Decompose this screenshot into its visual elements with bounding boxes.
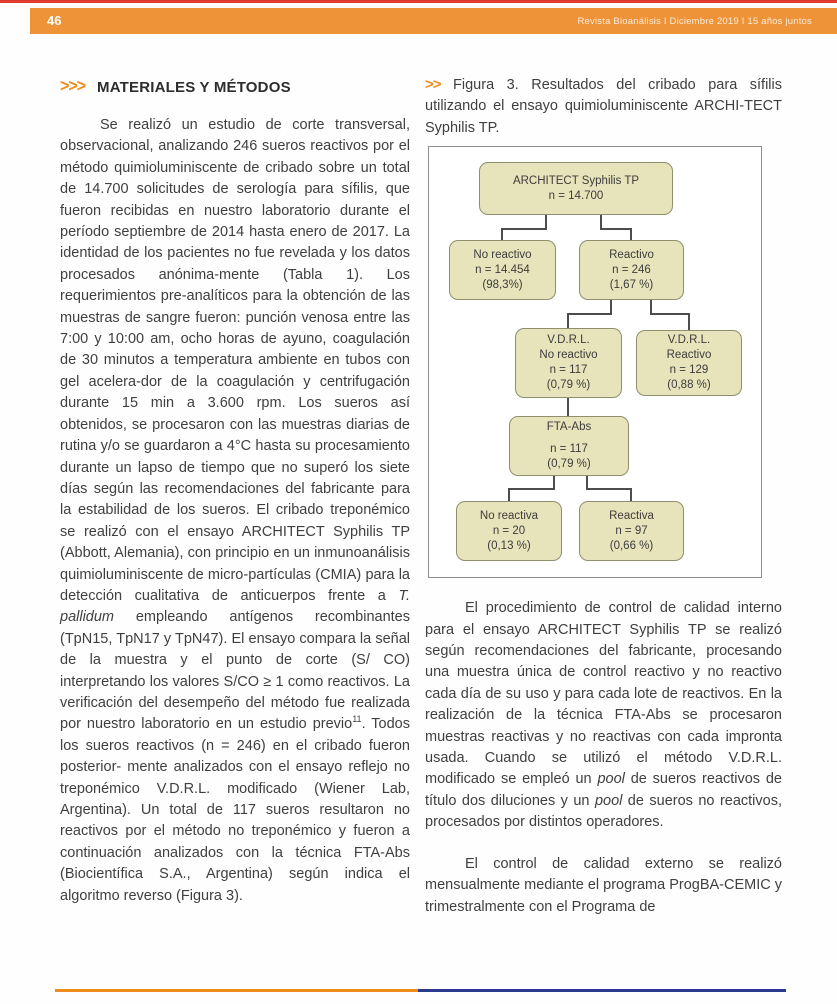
flow-node-line: V.D.R.L. (667, 334, 711, 347)
chevrons-icon: >>> (60, 77, 86, 96)
methods-text-part: Se realizó un estudio de corte transversal, observacional, analizando 246 sueros reactivos por el método quimioluminiscente de cribado sobre un total de 14.700 solicitudes de serología para sífilis, que fueron recibidas en nuestro laboratorio durante el período septiembre de 2014 hasta enero de 2017. La identidad de los pacientes no fue revelada y los datos procesados anónima-mente (Tabla 1). Los requerimientos pre-analíticos para la obtención de las muestras de sangre fueron: punción venosa entre las 7:00 y 10:00 am, ocho horas de ayuno, coagulación de 30 minutos a temperatura ambiente en tubos con gel acelera-dor de la coagulación y centrifugación durante 15 min a 3.600 rpm. Los sueros así obtenidos, se procesaron con las muestras diarias de rutina y/o se guardaron a 4°C hasta su procesamiento durante un lapso de tiempo que no superó los siete días según las recomendaciones del fabricante para la estabilidad de los sueros. El cribado treponémico se realizó con el ensayo ARCHITECT Syphilis TP (Abbott, Alemania), con principio en un inmunoanálisis quimioluminiscente de micro-partículas (CMIA) para la detección cualitativa de anticuerpos frente a (60, 117, 410, 604)
flow-node-line: (0,88 %) (667, 379, 711, 392)
flow-node-line: V.D.R.L. (547, 334, 590, 347)
flow-node-line: Reactiva (609, 509, 654, 522)
qc-text-part: El procedimiento de control de calidad interno para el ensayo ARCHITECT Syphilis TP se realizó según recomendaciones del fabricante, procesando una muestra única de control reactivo y no reactivo cada día de su uso y para cada lote de reactivos. En la realización de la técnica FTA-Abs se procesaron muestras reactivas y no reactivas con cada impronta usada. Cuando se utilizó el método V.D.R.L. modificado se empleó un (425, 600, 782, 788)
flow-node-line: Reactivo (609, 248, 654, 261)
flow-node-line: n = 14.454 (475, 263, 530, 276)
flow-node-line: n = 117 (549, 364, 588, 377)
flow-node-line: n = 246 (612, 263, 651, 276)
right-column (425, 72, 782, 918)
flow-node-line: ARCHITECT Syphilis TP (512, 174, 640, 187)
flow-node-line: FTA-Abs (546, 421, 592, 434)
flow-node-vdrl-no-reactivo (515, 328, 622, 398)
left-column (60, 72, 410, 907)
flow-node-line: (0,66 %) (609, 539, 654, 552)
flow-node-line: (98,3%) (482, 278, 523, 291)
flow-node-line: n = 20 (492, 524, 526, 537)
flow-node-architect (479, 162, 673, 215)
methods-text-part: empleando antígenos recombinantes (TpN15, TpN17 y TpN47). El ensayo compara la señal de la muestra y el punto de corte (S/ CO) interpretando los valores S/CO ≥ 1 como reactivos. La verificación del desempeño del método fue realizada por nuestro laboratorio en un estudio previo (60, 609, 410, 733)
flow-node-line: n = 14.700 (548, 189, 604, 202)
flow-node-reactivo (579, 240, 684, 300)
qc-text-part: de sueros no reactivos, procesados por distintos operadores. (425, 792, 782, 831)
flow-node-line: (0,79 %) (546, 379, 591, 392)
flow-node-line: (1,67 %) (609, 278, 654, 291)
flow-node-line: No reactivo (539, 349, 598, 362)
flow-node-reactiva (579, 501, 684, 561)
flow-node-line: No reactiva (479, 509, 539, 522)
flow-node-vdrl-reactivo (636, 330, 742, 396)
reference-superscript: 11 (352, 714, 362, 725)
section-heading (60, 78, 410, 96)
pool-italic: pool (597, 771, 625, 788)
footer-divider-orange (55, 989, 418, 992)
species-name: T. pallidum (60, 587, 410, 626)
flow-node-line: No reactivo (473, 248, 532, 261)
figure-flowchart (428, 146, 762, 578)
flow-node-line: Reactivo (666, 349, 712, 362)
flow-node-line: n = 129 (669, 364, 709, 377)
page-number: 46 (47, 13, 62, 28)
external-qc-paragraph: El control de calidad externo se realizó mensualmente mediante el programa ProgBA-CEMIC y trimestralmente con el Programa de (425, 855, 783, 915)
journal-info: Revista Bioanálisis I Diciembre 2019 I 15 años juntos (577, 16, 812, 27)
flow-node-no-reactiva (456, 501, 562, 561)
chevrons-icon: >> (425, 76, 441, 93)
figure-caption-text: Figura 3. Resultados del cribado para sífilis utilizando el ensayo quimioluminiscente ARCHI-TECT Syphilis TP. (425, 77, 782, 136)
flow-node-fta-abs (509, 416, 629, 476)
section-title: MATERIALES Y MÉTODOS (97, 78, 291, 96)
pool-italic: pool (594, 792, 623, 809)
flow-node-no-reactivo (449, 240, 556, 300)
top-accent-line (0, 0, 837, 3)
quality-control-paragraph (425, 598, 782, 833)
header-bar (30, 8, 837, 34)
qc-text-part: de sueros reactivos de título dos diluciones y un (425, 771, 782, 809)
flow-node-line: n = 117 (550, 443, 588, 456)
flow-node-line: (0,79 %) (547, 458, 591, 471)
footer-divider-navy (418, 989, 786, 992)
methods-text-part: . Todos los sueros reactivos (n = 246) en el cribado fueron posterior- mente analizados con el ensayo reflejo no treponémico V.D.R.L. modificado (Wiener Lab, Argentina). Un total de 117 sueros resultaron no reactivos por el método no treponémico y fueron a continuación analizados con la técnica FTA-Abs (Biocientífica S.A., Argentina) según indica el algoritmo reverso (Figura 3). (60, 716, 410, 904)
flow-node-line: n = 97 (615, 524, 648, 537)
figure-caption (425, 74, 782, 139)
flow-node-line: (0,13 %) (487, 539, 531, 552)
methods-paragraph (60, 115, 410, 907)
